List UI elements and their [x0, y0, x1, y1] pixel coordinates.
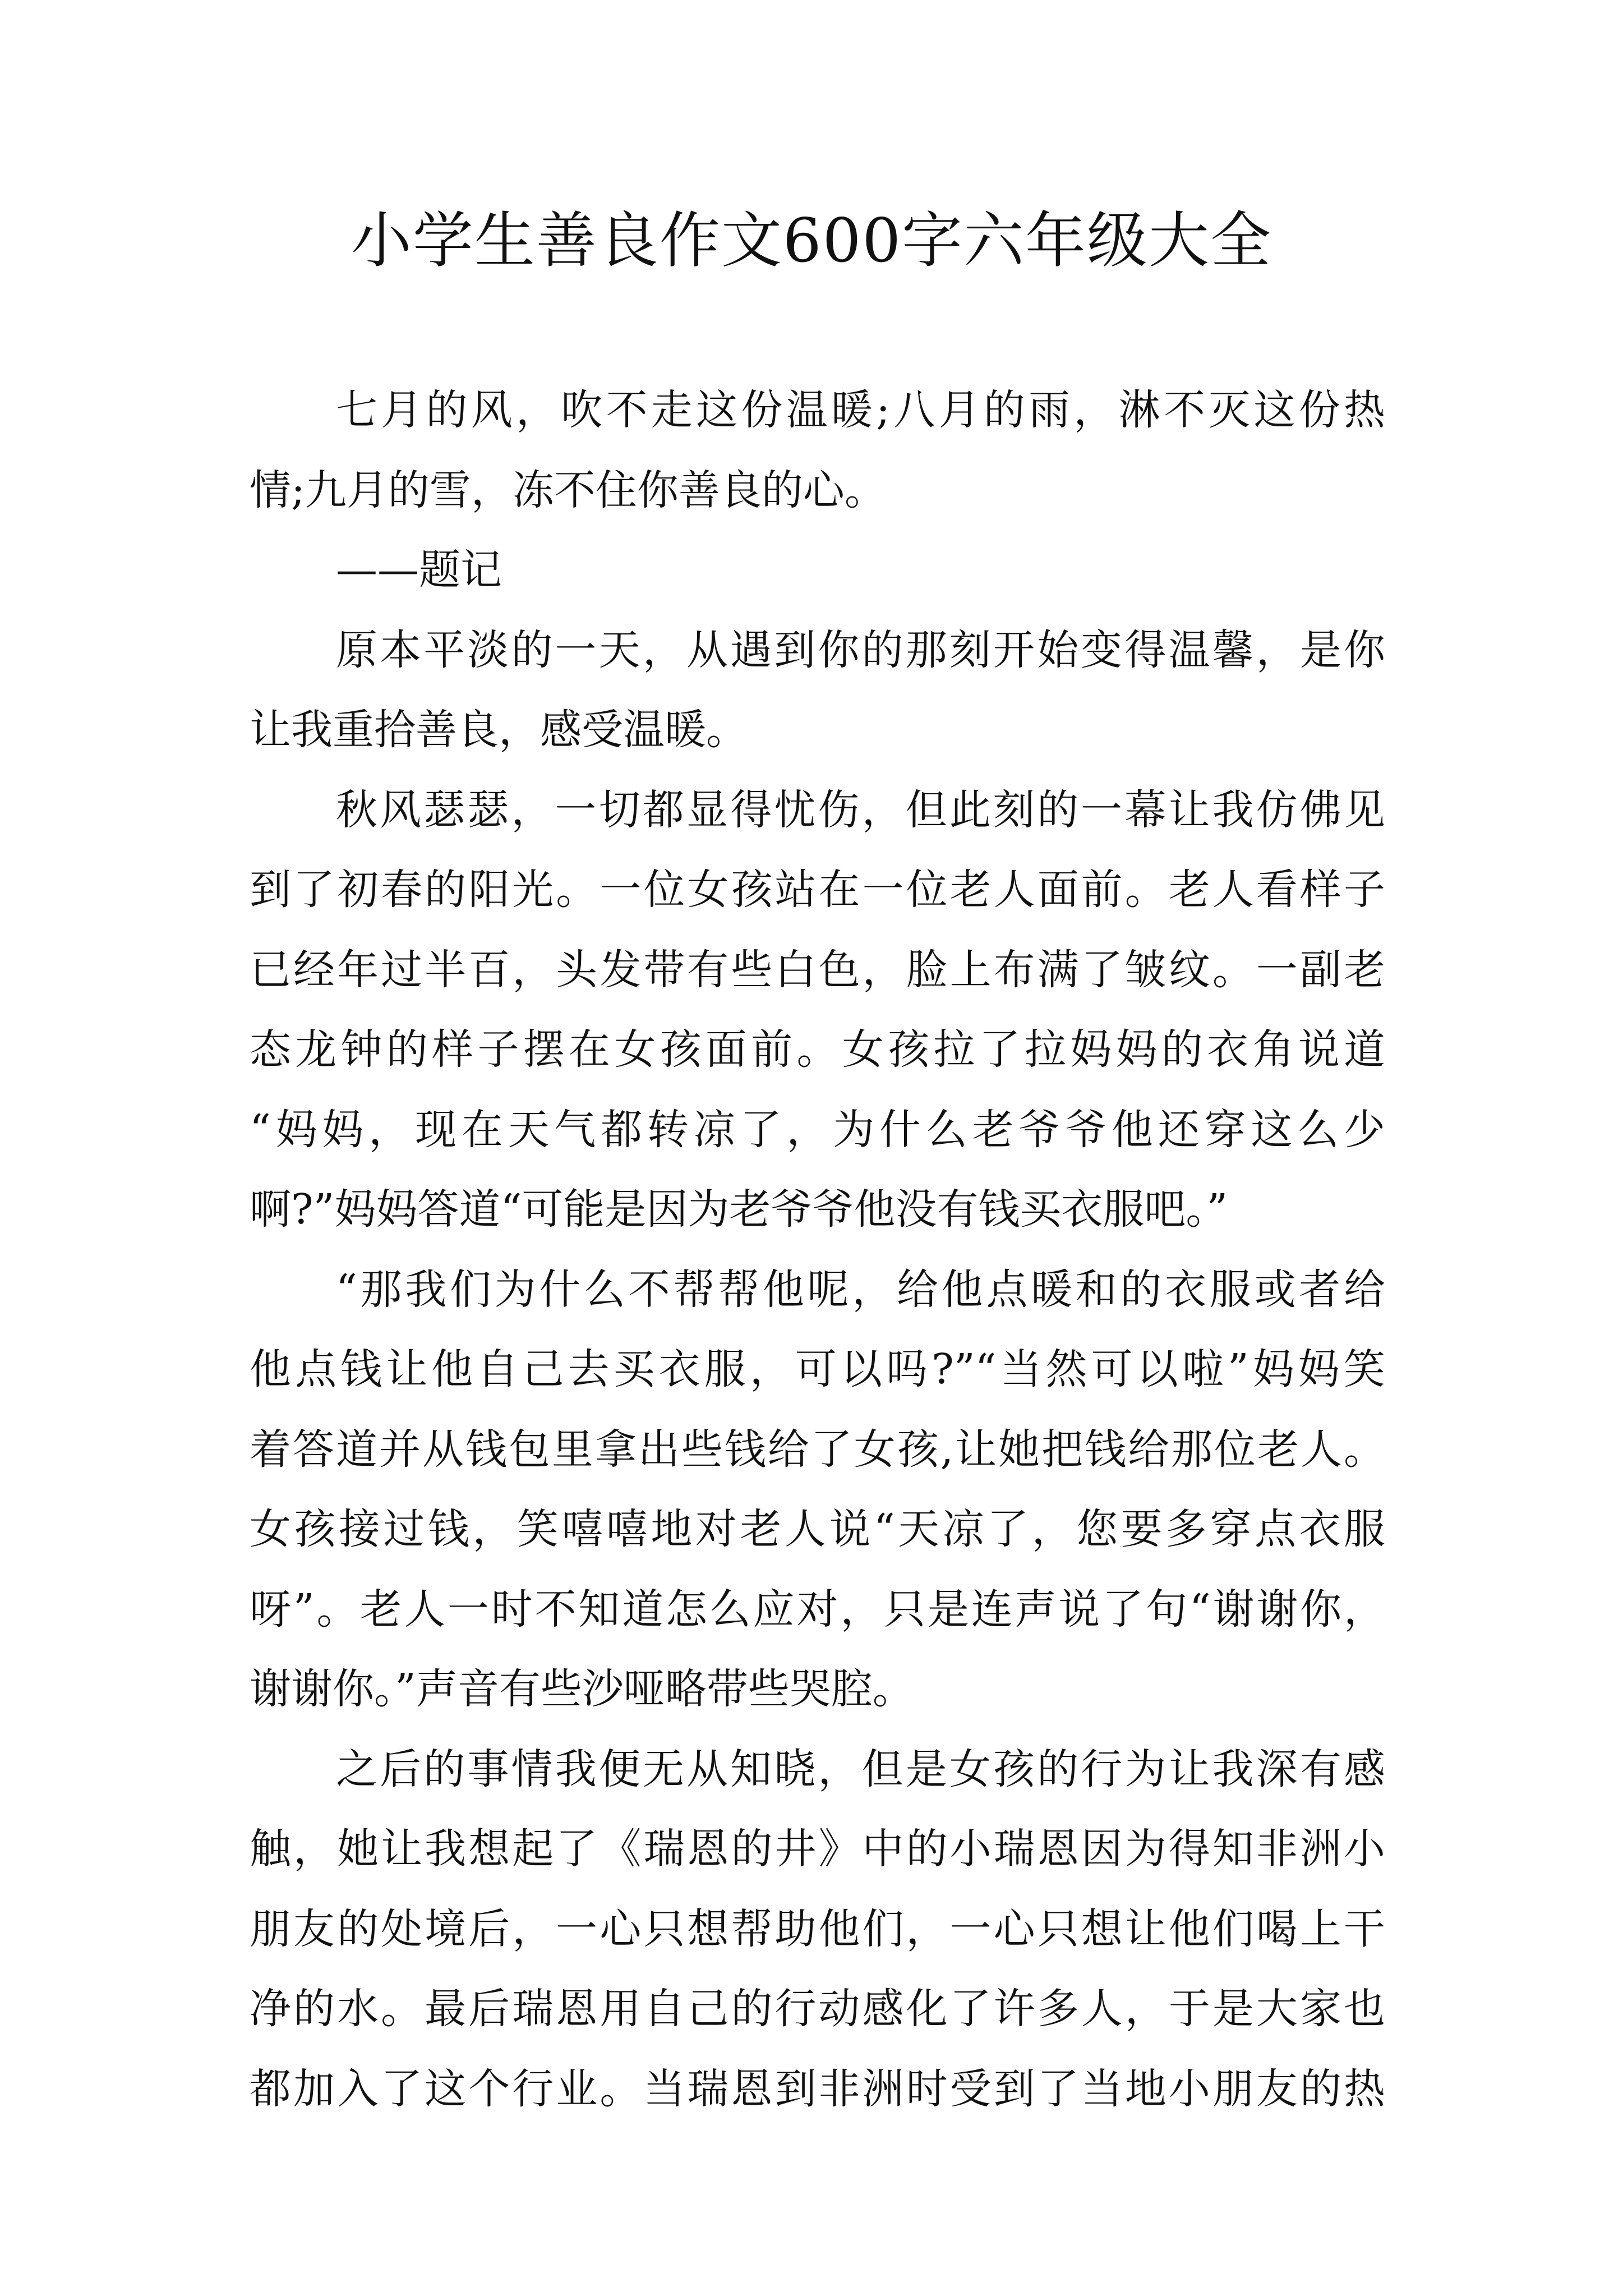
text-line: 他点钱让他自己去买衣服，可以吗?”“当然可以啦”妈妈笑 — [250, 1345, 1385, 1393]
text-line: 之后的事情我便无从知晓，但是女孩的行为让我深有感 — [336, 1745, 1385, 1793]
document-body — [250, 370, 1385, 2129]
text-line: 让我重拾善良，感受温暖。 — [250, 706, 748, 754]
text-line: 朋友的处境后，一心只想帮助他们，一心只想让他们喝上干 — [250, 1904, 1385, 1953]
text-line: 女孩接过钱，笑嘻嘻地对老人说“天凉了，您要多穿点衣服 — [250, 1505, 1385, 1553]
text-line: 都加入了这个行业。当瑞恩到非洲时受到了当地小朋友的热 — [250, 2064, 1385, 2113]
text-line: “妈妈，现在天气都转凉了，为什么老爷爷他还穿这么少 — [250, 1105, 1385, 1154]
text-line: 呀”。老人一时不知道怎么应对，只是连声说了句“谢谢你， — [250, 1585, 1385, 1634]
text-line: 已经年过半百，头发带有些白色，脸上布满了皱纹。一副老 — [250, 945, 1385, 994]
text-line: “那我们为什么不帮帮他呢，给他点暖和的衣服或者给 — [336, 1265, 1385, 1314]
text-line: 态龙钟的样子摆在女孩面前。女孩拉了拉妈妈的衣角说道 — [250, 1025, 1385, 1074]
text-line: 情;九月的雪，冻不住你善良的心。 — [250, 466, 886, 514]
text-line: 触，她让我想起了《瑞恩的井》中的小瑞恩因为得知非洲小 — [250, 1825, 1385, 1873]
text-line: 净的水。最后瑞恩用自己的行动感化了许多人，于是大家也 — [250, 1985, 1385, 2033]
text-line: 着答道并从钱包里拿出些钱给了女孩,让她把钱给那位老人。 — [250, 1425, 1385, 1474]
text-line: 到了初春的阳光。一位女孩站在一位老人面前。老人看样子 — [250, 866, 1385, 914]
document-title: 小学生善良作文600字六年级大全 — [351, 206, 1272, 276]
text-line: 七月的风，吹不走这份温暖;八月的雨，淋不灭这份热 — [336, 386, 1385, 434]
text-line: 谢谢你。”声音有些沙哑略带些哭腔。 — [250, 1665, 914, 1713]
text-line: 原本平淡的一天，从遇到你的那刻开始变得温馨，是你 — [336, 625, 1385, 674]
epigraph-attribution: ——题记 — [336, 546, 502, 594]
text-line: 啊?”妈妈答道“可能是因为老爷爷他没有钱买衣服吧。” — [250, 1185, 1228, 1234]
text-line: 秋风瑟瑟，一切都显得忧伤，但此刻的一幕让我仿佛见 — [336, 785, 1385, 834]
